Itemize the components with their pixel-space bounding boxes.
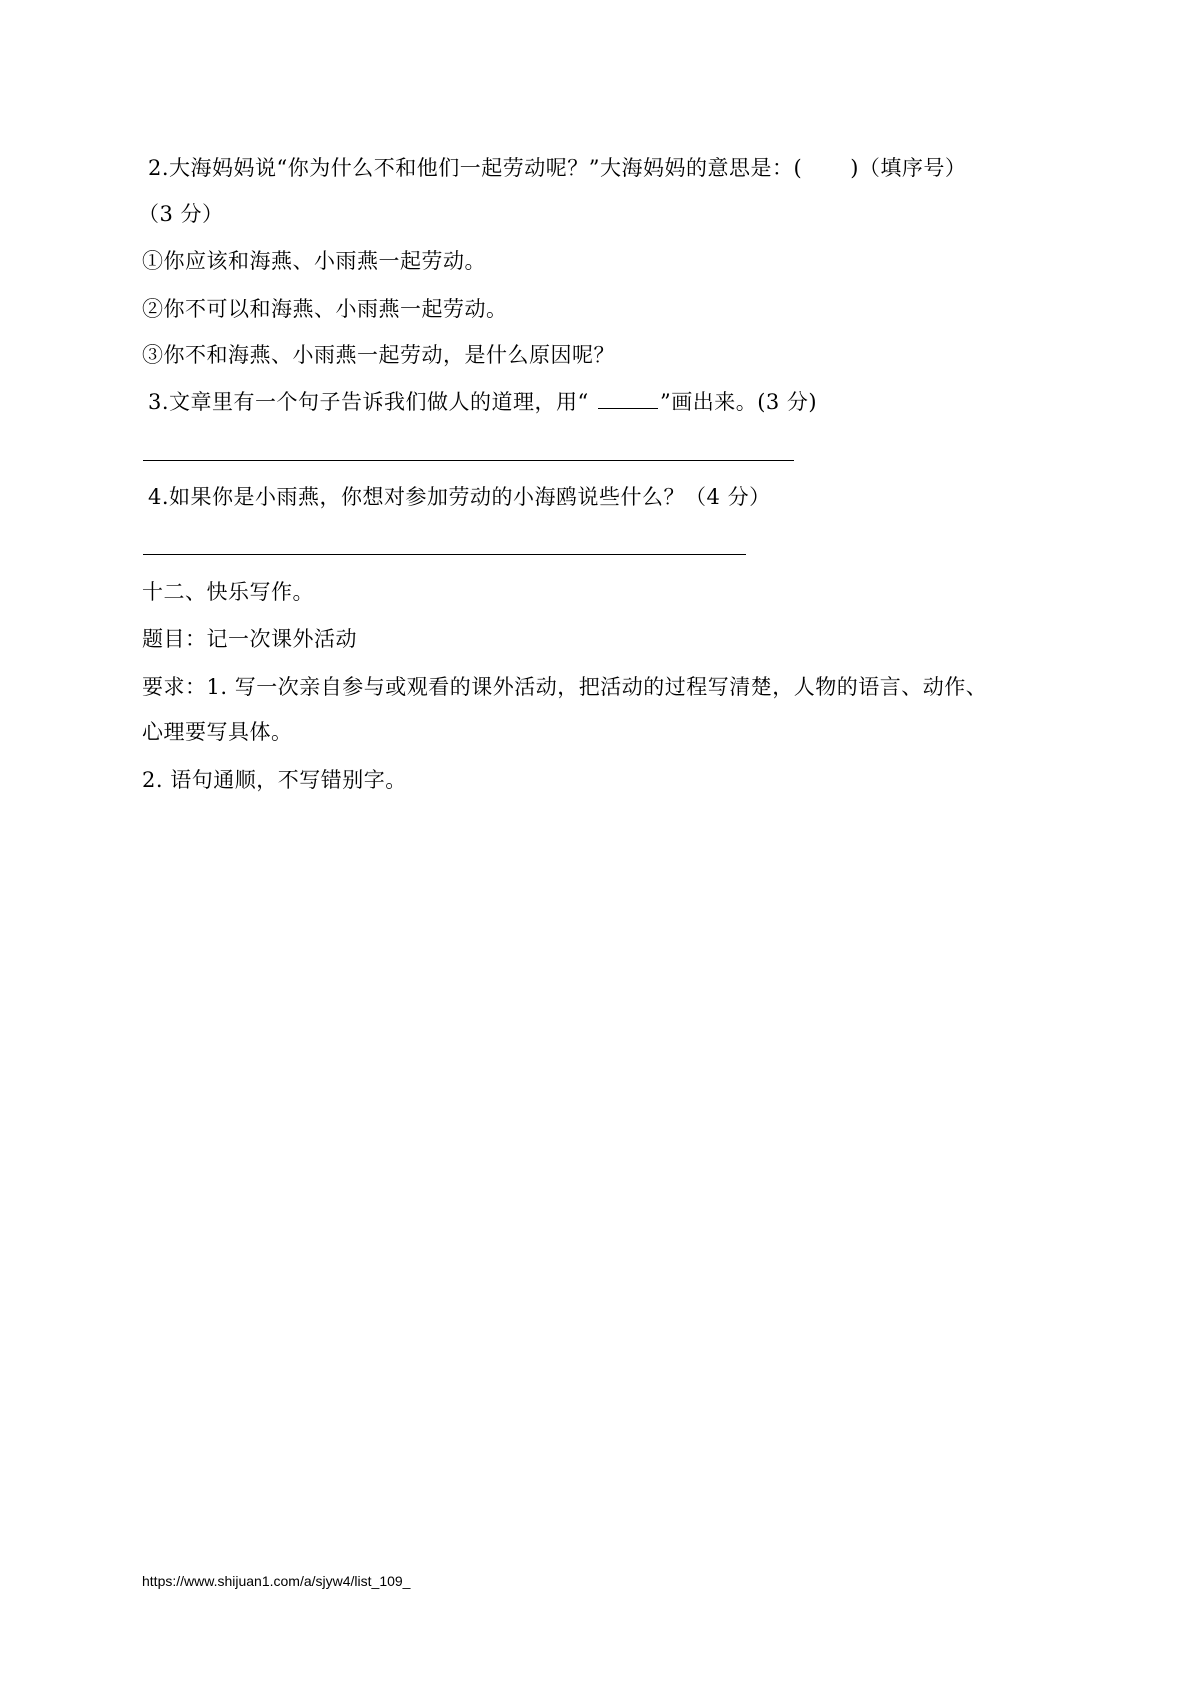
question-2-option-3: ③你不和海燕、小雨燕一起劳动，是什么原因呢？	[142, 343, 615, 367]
question-2-option-2: ②你不可以和海燕、小雨燕一起劳动。	[142, 297, 508, 321]
writing-requirement-1: 要求：1. 写一次亲自参与或观看的课外活动，把活动的过程写清楚，人物的语言、动作、	[142, 675, 988, 699]
question-3-text: 3.文章里有一个句子告诉我们做人的道理，用“	[148, 390, 596, 414]
question-2-line-1	[148, 155, 966, 181]
writing-requirement-1-cont: 心理要写具体。	[142, 720, 293, 744]
question-4: 4.如果你是小雨燕，你想对参加劳动的小海鸥说些什么？（4 分）	[148, 485, 771, 509]
answer-line-3	[143, 460, 794, 461]
writing-title: 题目：记一次课外活动	[142, 627, 357, 651]
question-2-text: 2.大海妈妈说“你为什么不和他们一起劳动呢？”大海妈妈的意思是：(	[148, 156, 803, 180]
question-3	[148, 389, 817, 415]
question-2-option-1: ①你应该和海燕、小雨燕一起劳动。	[142, 249, 486, 273]
question-2-instruction: )（填序号）	[850, 156, 967, 180]
question-2-score: （3 分）	[138, 202, 224, 226]
footer-url: https://www.shijuan1.com/a/sjyw4/list_109_	[142, 1573, 411, 1589]
answer-line-4	[143, 554, 746, 555]
writing-heading: 十二、快乐写作。	[142, 580, 314, 604]
writing-requirement-2: 2. 语句通顺，不写错别字。	[142, 768, 407, 792]
underline-sample	[598, 390, 658, 409]
question-3-score: ”画出来。(3 分)	[659, 390, 818, 414]
